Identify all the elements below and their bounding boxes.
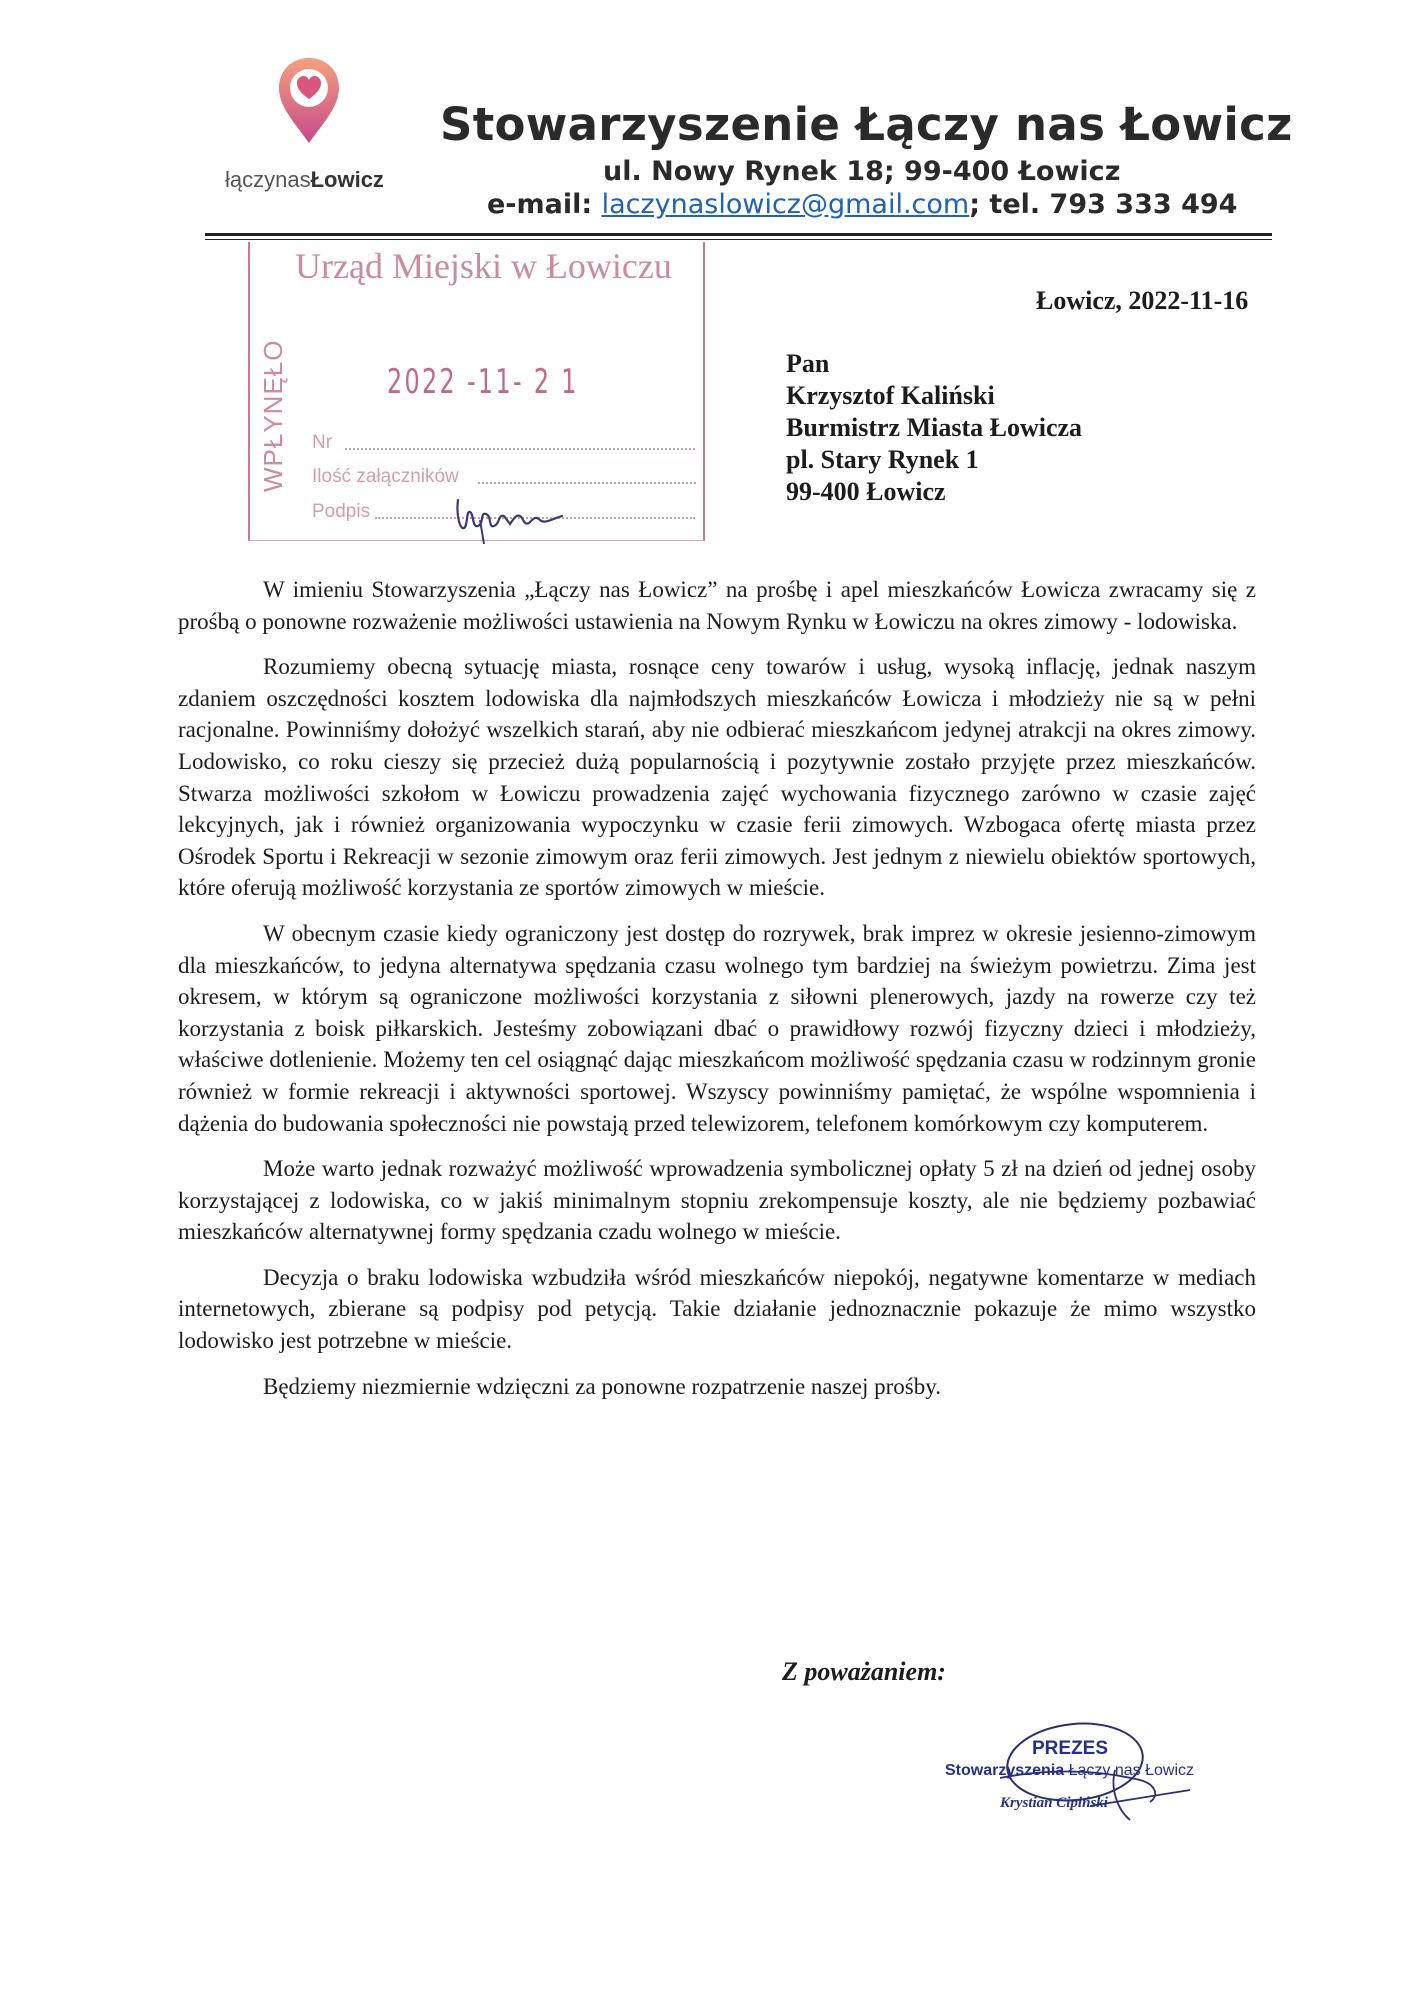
- heart-location-pin-icon: [275, 55, 343, 145]
- stamp-nr-label: Nr: [312, 432, 333, 453]
- header-divider-thin: [205, 239, 1272, 240]
- body-paragraph: Może warto jednak rozważyć możliwość wprowadzenia symbolicznej opłaty 5 zł na dzień od jednej osoby korzystającej z lodowiska, co w jakiś minimalnym stopniu zrekompensuje koszty, ale nie będziemy pozbawiać mieszkańców alternatywnej formy spędzania czadu wolnego w mieście.: [178, 1156, 1256, 1245]
- stamp-office-name: Urząd Miejski w Łowiczu: [295, 246, 672, 286]
- recipient-line: Burmistrz Miasta Łowicza: [786, 413, 1083, 442]
- body-paragraph: Rozumiemy obecną sytuację miasta, rosnące ceny towarów i usług, wysoką inflację, jednak naszym zdaniem oszczędności kosztem lodowiska dla najmłodszych mieszkańców Łowicza i młodzieży nie są w pełni racjonalne. Powinniśmy dołożyć wszelkich starań, aby nie odbierać mieszkańcom jedynej atrakcji na okres zimowy. Lodowisko, co roku cieszy się przecież dużą popularnością i pozytywnie zostało przyjęte przez mieszkańców. Stwarza możliwości szkołom w Łowiczu prowadzenia zajęć wychowania fizycznego zarówno w czasie zajęć lekcyjnych, jak i również organizowania wypoczynku w czasie ferii zimowych. Wzbogaca ofertę miasta przez Ośrodek Sportu i Rekreacji w sezonie zimowym oraz ferii zimowych. Jest jednym z niewielu obiektów sportowych, które oferują możliwość korzystania ze sportów zimowych w mieście.: [178, 654, 1256, 901]
- stamp-date: 2022 -11- 2 1: [387, 362, 579, 402]
- closing-salutation: Z poważaniem:: [782, 1657, 946, 1686]
- organization-name: Stowarzyszenie Łączy nas Łowicz: [440, 98, 1293, 151]
- stamp-attachments-label: Ilość załączników: [312, 466, 459, 487]
- president-signature-stamp: [940, 1710, 1210, 1830]
- logo-wordmark: łączynasŁowicz: [225, 167, 384, 192]
- letter-body: [178, 574, 1256, 1416]
- signature-name: Krystian Cipiński: [1000, 1795, 1108, 1811]
- recipient-line: pl. Stary Rynek 1: [786, 445, 979, 474]
- recipient-line: 99-400 Łowicz: [786, 477, 946, 506]
- stamp-attachments-line: [478, 482, 696, 484]
- organization-logo: [215, 55, 415, 195]
- handwritten-signature: [450, 490, 570, 545]
- body-paragraph: W imieniu Stowarzyszenia „Łączy nas Łowicz” na prośbę i apel mieszkańców Łowicza zwracamy się z prośbą o ponowne rozważenie możliwości ustawienia na Nowym Rynku w Łowiczu na okres zimowy - lodowiska.: [178, 577, 1256, 634]
- body-paragraph: W obecnym czasie kiedy ograniczony jest dostęp do rozrywek, brak imprez w okresie jesienno-zimowym dla mieszkańców, to jedyna alternatywa spędzania czasu wolnego tym bardziej na świeżym powietrzu. Zima jest okresem, w którym są ograniczone możliwości korzystania z siłowni plenerowych, jazdy na rowerze czy też korzystania z boisk piłkarskich. Jesteśmy zobowiązani dbać o prawidłowy rozwój fizyczny dzieci i młodzieży, właściwe dotlenienie. Możemy ten cel osiągnąć dając mieszkańcom możliwość spędzania czasu w rodzinnym gronie również w formie rekreacji i aktywności sportowej. Wszyscy powinniśmy pamiętać, że wspólne wspomnienia i dążenia do budowania społeczności nie powstają przed telewizorem, telefonem komórkowym czy komputerem.: [178, 920, 1256, 1136]
- header-divider: [205, 233, 1272, 236]
- signature-title: PREZES: [1032, 1738, 1109, 1759]
- body-paragraph: Będziemy niezmiernie wdzięczni za ponowne rozpatrzenie naszej prośby.: [263, 1373, 941, 1399]
- received-stamp: [248, 242, 705, 541]
- letter-date: Łowicz, 2022-11-16: [1036, 286, 1249, 315]
- organization-contact: e-mail: laczynaslowicz@gmail.com; tel. 793 333 494: [487, 189, 1238, 220]
- recipient-line: Krzysztof Kaliński: [786, 381, 995, 410]
- recipient-line: Pan: [786, 349, 830, 378]
- organization-address: ul. Nowy Rynek 18; 99-400 Łowicz: [603, 156, 1121, 187]
- stamp-received-label: WPŁYNĘŁO: [258, 339, 288, 492]
- body-paragraph: Decyzja o braku lodowiska wzbudziła wśród mieszkańców niepokój, negatywne komentarze w mediach internetowych, zbierane są podpisy pod petycją. Takie działanie jednoznacznie pokazuje że mimo wszystko lodowisko jest potrzebne w mieście.: [178, 1264, 1256, 1354]
- stamp-signature-label: Podpis: [312, 501, 371, 522]
- signature-organization: Stowarzyszenia Łączy nas Łowicz: [945, 1762, 1194, 1779]
- email-link[interactable]: laczynaslowicz@gmail.com: [601, 189, 970, 220]
- recipient-block: [786, 348, 1082, 508]
- stamp-nr-line: [345, 448, 695, 450]
